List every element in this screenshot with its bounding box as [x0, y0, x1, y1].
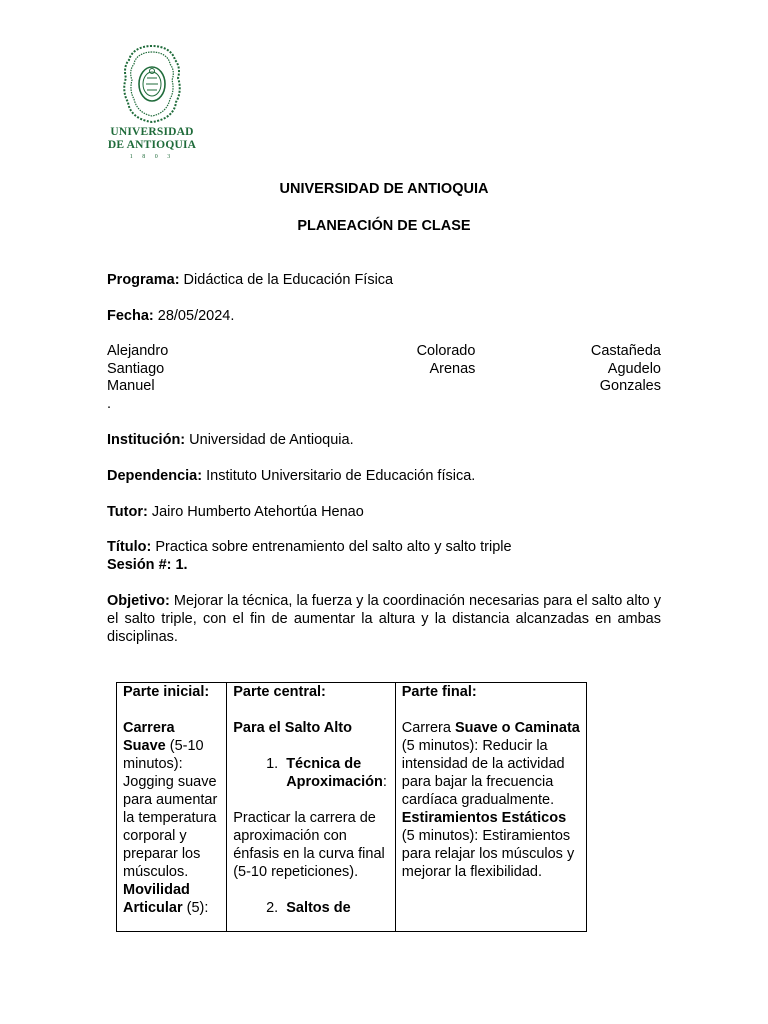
list-item-title: Técnica de Aproximación [286, 756, 383, 790]
tutor-label: Tutor: [107, 504, 148, 520]
parte-inicial-bullet-1 [123, 719, 220, 881]
author-first-name: Alejandro [107, 343, 169, 359]
author-row [107, 378, 661, 396]
sesion-label: Sesión #: 1. [107, 557, 188, 573]
bullet-text: (5): [182, 900, 209, 916]
parte-inicial-cell [117, 683, 227, 932]
author-last-name: Castañeda [590, 343, 661, 359]
parte-inicial-bullet-2 [123, 881, 220, 917]
author-first-name: Manuel [107, 378, 155, 394]
institucion-label: Institución: [107, 432, 186, 448]
bullet-text: Carrera [401, 720, 455, 736]
tutor-value: Jairo Humberto Atehortúa Henao [147, 504, 364, 520]
institucion-value: Universidad de Antioquia. [185, 432, 354, 448]
titulo-label: Título: [107, 539, 152, 555]
bullet-bold-text: Carrera Suave [123, 720, 175, 754]
objetivo-field [107, 592, 661, 646]
bullet-text: (5 minutos): Estiramientos para relajar los músculos y mejorar la flexibilidad. [401, 828, 575, 880]
parte-final-bullet-2 [402, 809, 580, 881]
programa-value: Didáctica de la Educación Física [179, 272, 394, 288]
author-middle-name: Arenas [429, 360, 476, 377]
author-middle-name [293, 378, 476, 396]
list-item [233, 755, 389, 791]
bullet-text: (5 minutos): Reducir la intensidad de la actividad para bajar la frecuencia cardíaca gradualmente. [401, 738, 565, 808]
objetivo-label: Objetivo: [107, 593, 170, 609]
list-item-colon: : [382, 774, 387, 790]
programa-label: Programa: [107, 272, 180, 288]
author-last-name: Gonzales [599, 378, 661, 394]
author-last-name: Agudelo [607, 360, 661, 377]
titulo-value: Practica sobre entrenamiento del salto alto y salto triple [151, 539, 512, 555]
list-item [233, 899, 389, 917]
objetivo-value: Mejorar la técnica, la fuerza y la coordinación necesarias para el salto alto y el salto triple, con el fin de aumentar la altura y la distancia alcanzadas en ambas disciplinas. [107, 593, 661, 645]
parte-central-header: Parte central: [233, 684, 326, 700]
fecha-label: Fecha: [107, 308, 154, 324]
author-row [107, 343, 661, 361]
dependencia-value: Instituto Universitario de Educación física. [202, 468, 476, 484]
author-row [107, 361, 661, 379]
authors-block [107, 343, 661, 413]
university-seal-icon [119, 42, 185, 126]
list-item-title: Saltos de [286, 900, 351, 916]
bullet-bold-text: Suave o Caminata [454, 720, 580, 736]
parte-final-bullet-1 [402, 719, 580, 809]
parte-central-cell [227, 683, 396, 932]
bullet-bold-text: Estiramientos Estáticos [401, 810, 567, 826]
university-logo [106, 42, 198, 160]
institucion-field [107, 431, 661, 449]
list-item-description: Practicar la carrera de aproximación con énfasis en la curva final (5-10 repeticiones). [233, 810, 385, 880]
logo-text-line1: UNIVERSIDAD [110, 126, 194, 138]
university-heading: UNIVERSIDAD DE ANTIOQUIA [279, 181, 489, 197]
tutor-field [107, 503, 661, 521]
logo-year: 1 8 0 3 [129, 154, 175, 160]
dependencia-label: Dependencia: [107, 468, 203, 484]
salto-alto-subheader: Para el Salto Alto [233, 720, 352, 736]
class-plan-table [116, 682, 587, 932]
author-first-name: Santiago [107, 360, 165, 377]
fecha-value: 28/05/2024. [153, 308, 235, 324]
table-row [117, 683, 587, 932]
logo-text-line2: DE ANTIOQUIA [107, 139, 197, 151]
author-middle-name: Colorado [416, 343, 476, 359]
dependencia-field [107, 467, 661, 485]
list-number: 1. [266, 756, 279, 772]
bullet-bold-text: Movilidad Articular [123, 882, 190, 916]
titulo-field [107, 538, 661, 556]
bullet-text: (5-10 minutos): Jogging suave para aumentar la temperatura corporal y preparar los músculos. [123, 738, 218, 880]
list-number: 2. [266, 900, 279, 916]
parte-inicial-header: Parte inicial: [123, 684, 210, 700]
fecha-field [107, 307, 661, 325]
programa-field [107, 271, 661, 289]
parte-final-cell [395, 683, 586, 932]
document-title: PLANEACIÓN DE CLASE [297, 218, 471, 234]
authors-trailing-period: . [107, 395, 112, 412]
parte-final-header: Parte final: [401, 684, 477, 700]
sesion-field [107, 556, 661, 574]
